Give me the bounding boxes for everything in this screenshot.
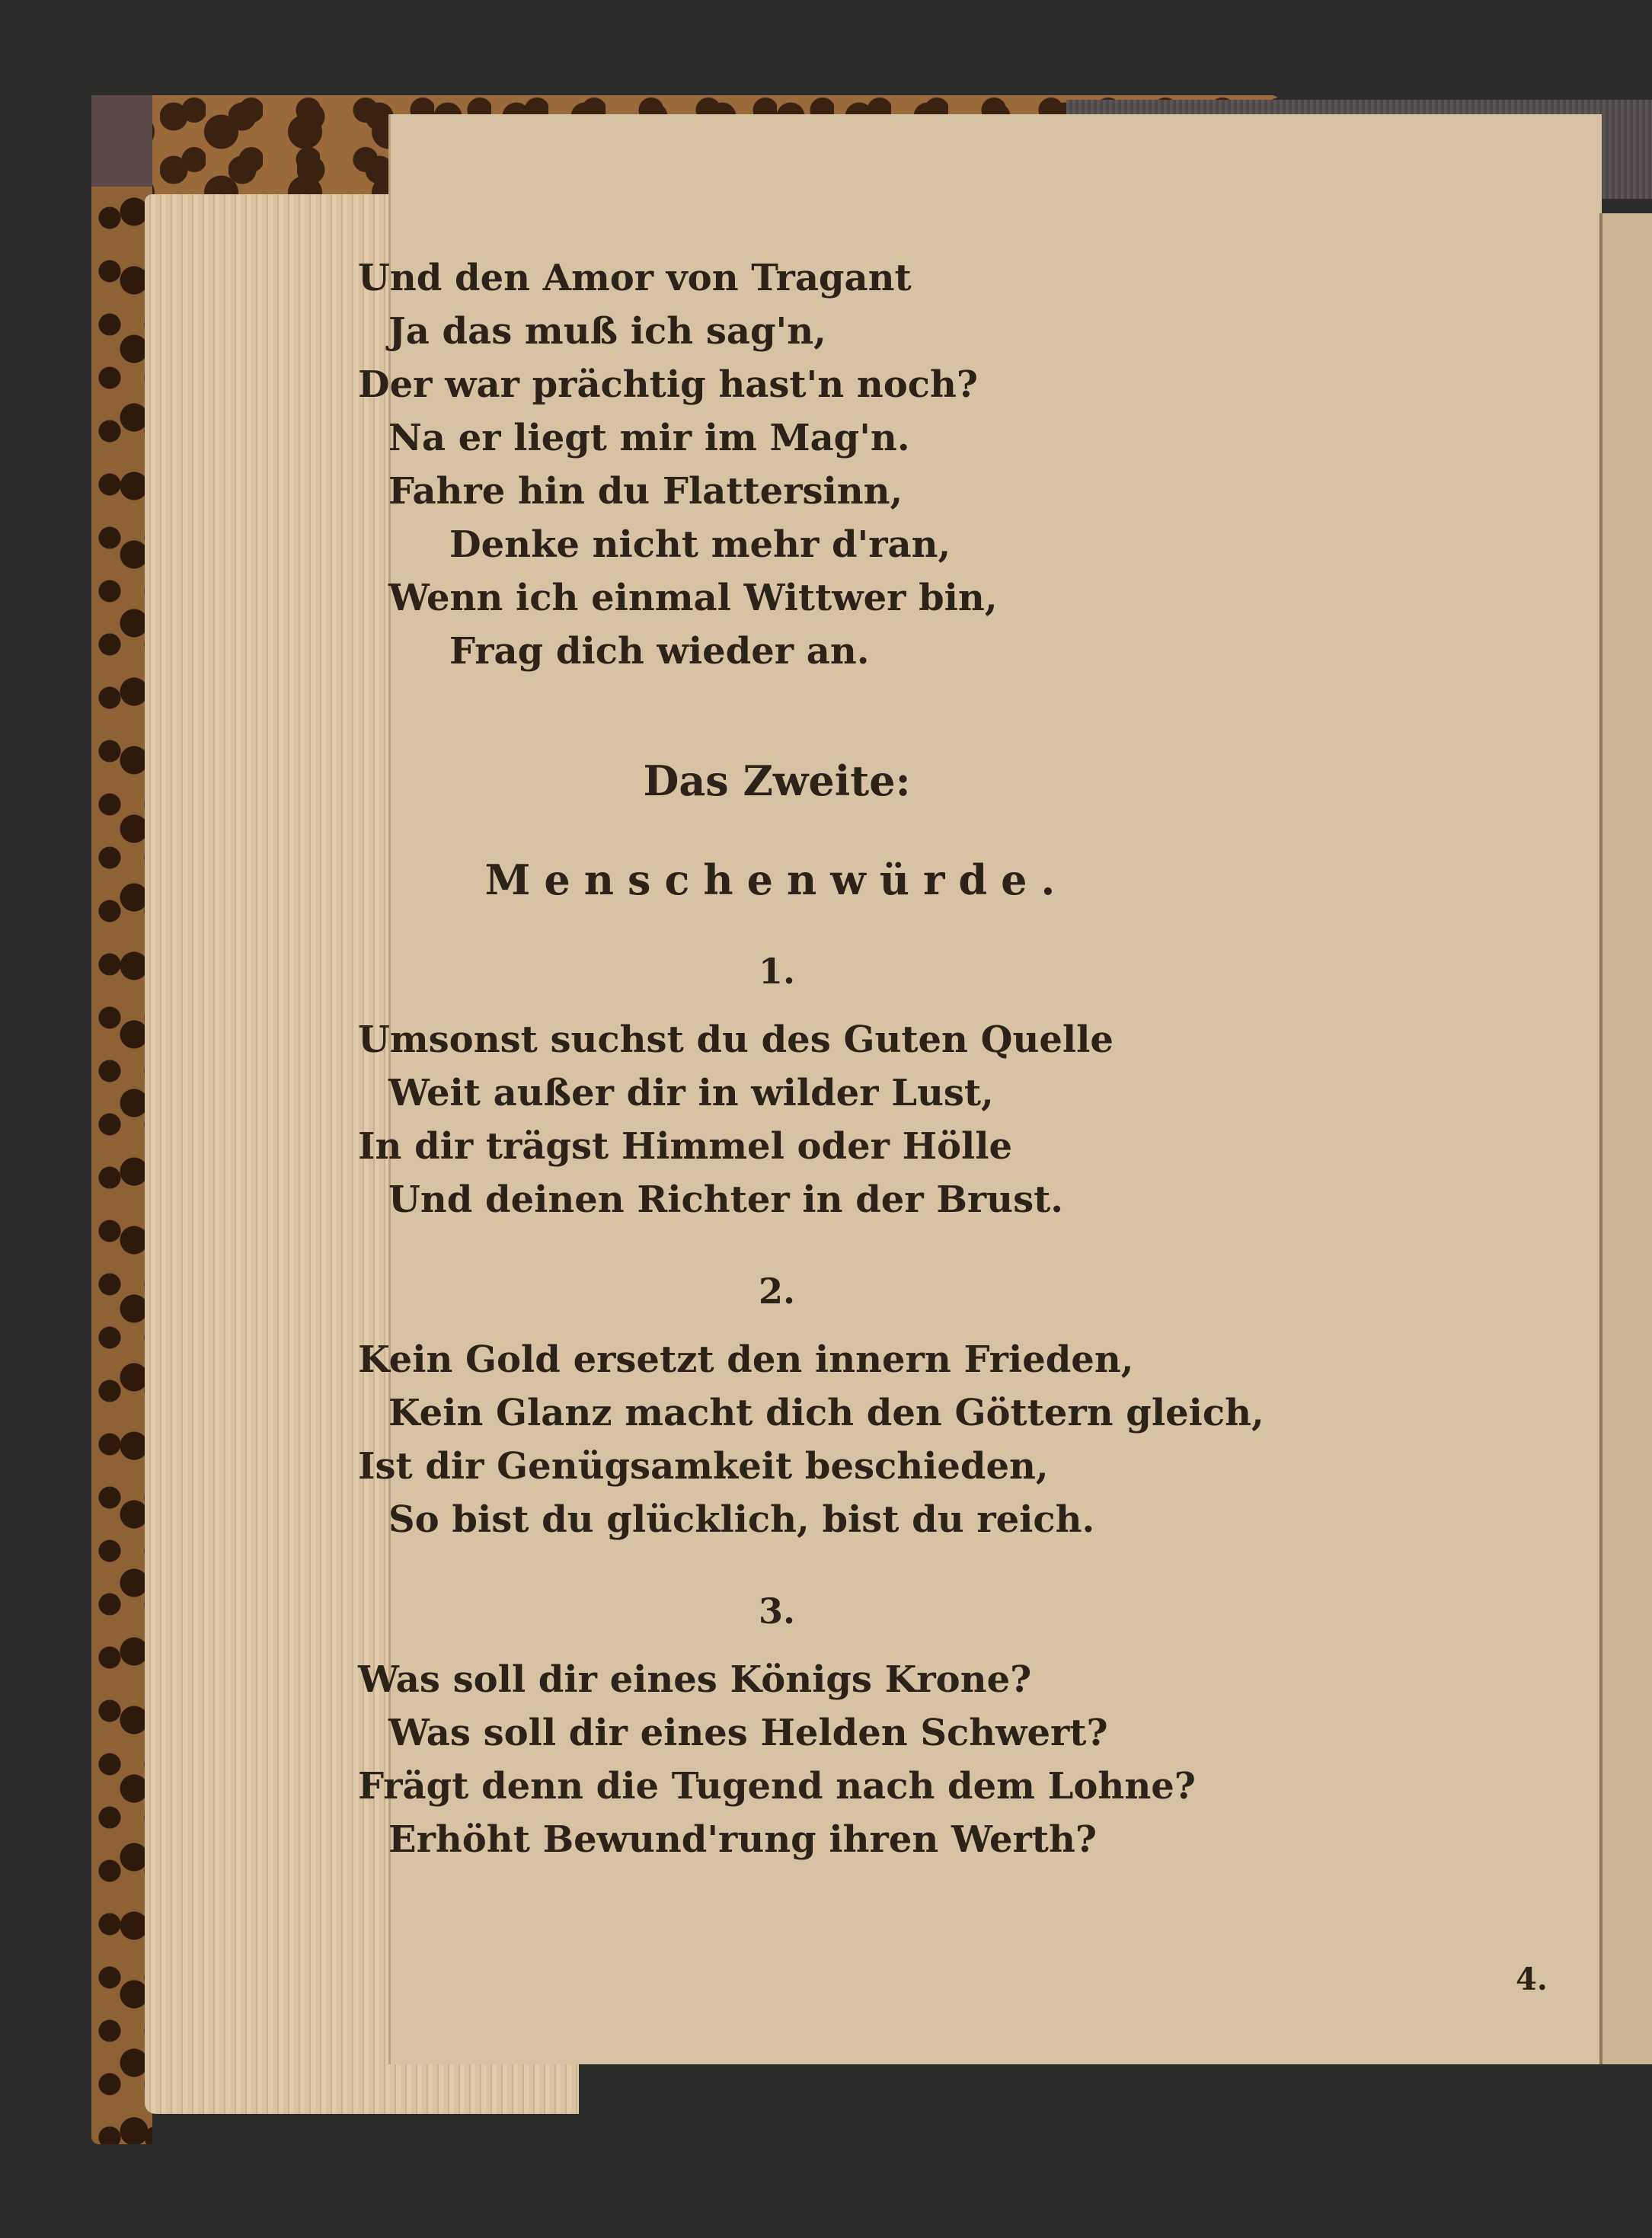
verse-line: Und deinen Richter in der Brust. [388,1178,1063,1221]
verse-line: Frägt denn die Tugend nach dem Lohne? [358,1765,1196,1808]
verse-line: Und den Amor von Tragant [358,257,912,299]
verse-line: Frag dich wieder an. [449,630,870,673]
verse-line: Weit außer dir in wilder Lust, [388,1072,994,1114]
section-heading: Das Zweite: [643,756,911,805]
verse-line: Na er liegt mir im Mag'n. [388,417,910,459]
verse-line: Kein Glanz macht dich den Göttern gleich, [388,1392,1264,1434]
poem-title: Menschenwürde. [484,855,1069,904]
verse-line: Erhöht Bewund'rung ihren Werth? [388,1818,1097,1861]
verse-line: Kein Gold ersetzt den innern Frieden, [358,1338,1134,1381]
verse-line: Umsonst suchst du des Guten Quelle [358,1018,1114,1061]
verse-line: Der war prächtig hast'n noch? [358,363,979,406]
verse-line: Ja das muß ich sag'n, [388,310,826,353]
cover-corner [91,95,152,187]
stanza-number: 2. [758,1271,796,1312]
verse-line: Denke nicht mehr d'ran, [449,523,951,566]
verse-line: In dir trägst Himmel oder Hölle [358,1125,1013,1168]
verse-line: Was soll dir eines Königs Krone? [358,1658,1032,1701]
stanza-number: 1. [758,951,796,992]
verse-line: Was soll dir eines Helden Schwert? [388,1712,1108,1754]
verse-line: So bist du glücklich, bist du reich. [388,1498,1095,1541]
facing-page-edge [1599,213,1652,2064]
cover-left-edge [91,95,152,2144]
page-text [358,251,1264,1866]
catchword: 4. [1516,1961,1548,1997]
verse-line: Ist dir Genügsamkeit beschieden, [358,1445,1049,1488]
verse-line: Fahre hin du Flattersinn, [388,470,903,513]
verse-line: Wenn ich einmal Wittwer bin, [388,577,998,619]
stanza-number: 3. [758,1591,796,1632]
